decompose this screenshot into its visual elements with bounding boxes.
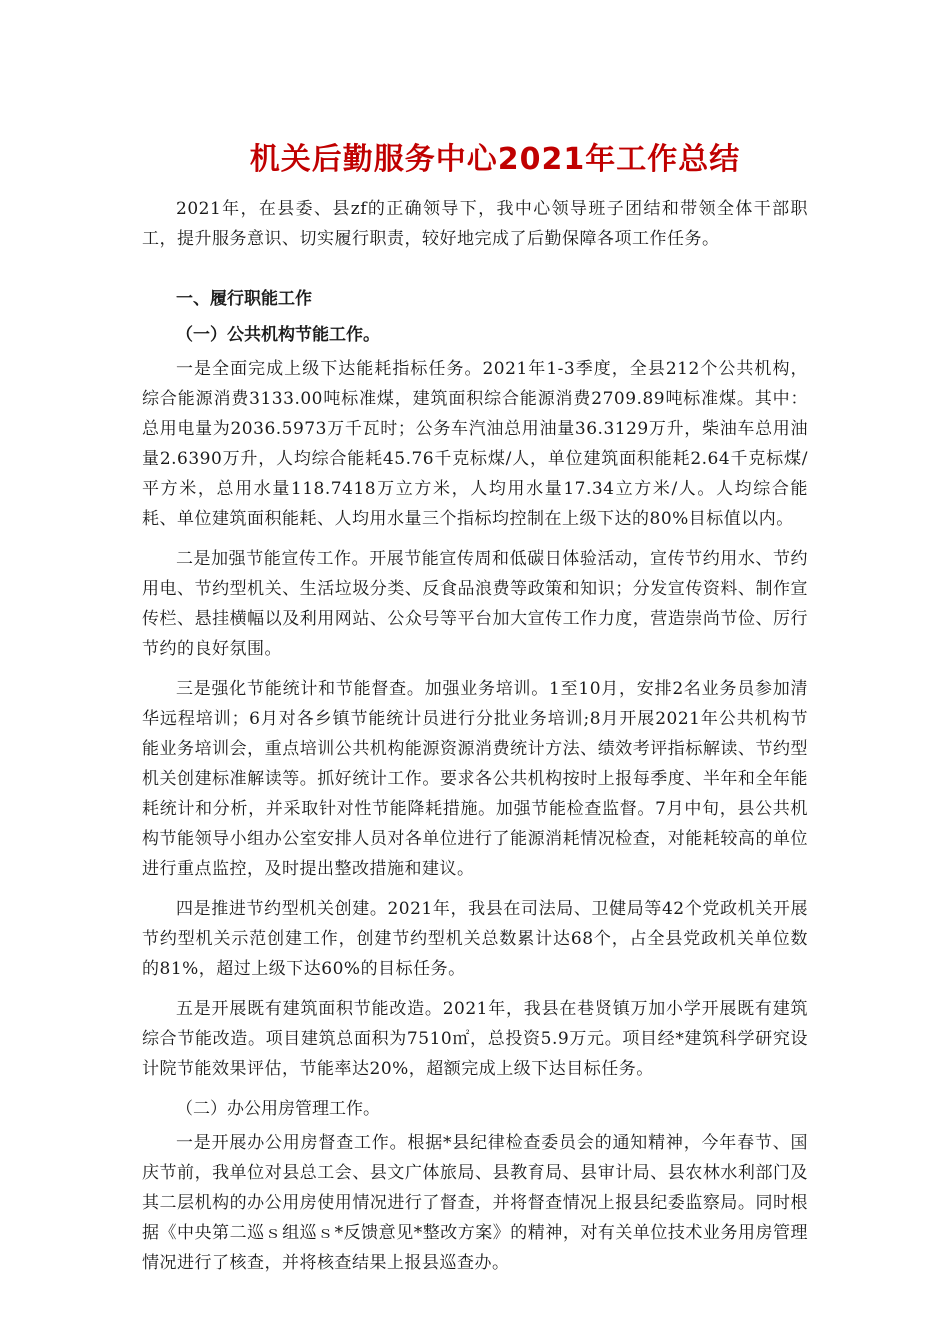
- intro-paragraph: 2021年，在县委、县zf的正确领导下，我中心领导班子团结和带领全体干部职工，提升服务意识、切实履行职责，较好地完成了后勤保障各项工作任务。: [142, 199, 808, 249]
- section-heading-1: 一、履行职能工作: [176, 289, 312, 309]
- paragraph-energy-targets: 一是全面完成上级下达能耗指标任务。2021年1-3季度，全县212个公共机构，综合能源消费3133.00吨标准煤，建筑面积综合能源消费2709.89吨标准煤。其中：总用电量为2036.5973万千瓦时；公务车汽油总用油量36.3129万升，柴油车总用油量2.6390万升，人均综合能耗45.76千克标煤/人，单位建筑面积能耗2.64千克标煤/平方米，总用水量118.7418万立方米，人均用水量17.34立方米/人。人均综合能耗、单位建筑面积能耗、人均用水量三个指标均控制在上级下达的80%目标值以内。: [142, 359, 808, 529]
- paragraph-energy-statistics: 三是强化节能统计和节能督查。加强业务培训。1至10月，安排2名业务员参加清华远程培训；6月对各乡镇节能统计员进行分批业务培训;8月开展2021年公共机构节能业务培训会，重点培训公共机构能源资源消费统计方法、绩效考评指标解读、节约型机关创建标准解读等。抓好统计工作。要求各公共机构按时上报每季度、半年和全年能耗统计和分析，并采取针对性节能降耗措施。加强节能检查监督。7月中旬，县公共机构节能领导小组办公室安排人员对各单位进行了能源消耗情况检查，对能耗较高的单位进行重点监控，及时提出整改措施和建议。: [142, 679, 808, 879]
- paragraph-building-retrofit: 五是开展既有建筑面积节能改造。2021年，我县在巷贤镇万加小学开展既有建筑综合节能改造。项目建筑总面积为7510㎡，总投资5.9万元。项目经*建筑科学研究设计院节能效果评估，节能率达20%，超额完成上级下达目标任务。: [142, 999, 808, 1079]
- paragraph-saving-agencies: 四是推进节约型机关创建。2021年，我县在司法局、卫健局等42个党政机关开展节约型机关示范创建工作，创建节约型机关总数累计达68个，占全县党政机关单位数的81%，超过上级下达60%的目标任务。: [142, 899, 808, 979]
- subsection-heading-2: （二）办公用房管理工作。: [176, 1099, 380, 1119]
- document-body: [142, 138, 808, 1278]
- subsection-heading-1: （一）公共机构节能工作。: [176, 325, 380, 345]
- paragraph-energy-publicity: 二是加强节能宣传工作。开展节能宣传周和低碳日体验活动，宣传节约用水、节约用电、节约型机关、生活垃圾分类、反食品浪费等政策和知识；分发宣传资料、制作宣传栏、悬挂横幅以及利用网站、公众号等平台加大宣传工作力度，营造崇尚节俭、厉行节约的良好氛围。: [142, 549, 808, 659]
- paragraph-office-inspection: 一是开展办公用房督查工作。根据*县纪律检查委员会的通知精神，今年春节、国庆节前，我单位对县总工会、县文广体旅局、县教育局、县审计局、县农林水利部门及其二层机构的办公用房使用情况进行了督查，并将督查情况上报县纪委监察局。同时根据《中央第二巡ｓ组巡ｓ*反馈意见*整改方案》的精神，对有关单位技术业务用房管理情况进行了核查，并将核查结果上报县巡查办。: [142, 1133, 808, 1273]
- document-title: 机关后勤服务中心2021年工作总结: [249, 142, 741, 177]
